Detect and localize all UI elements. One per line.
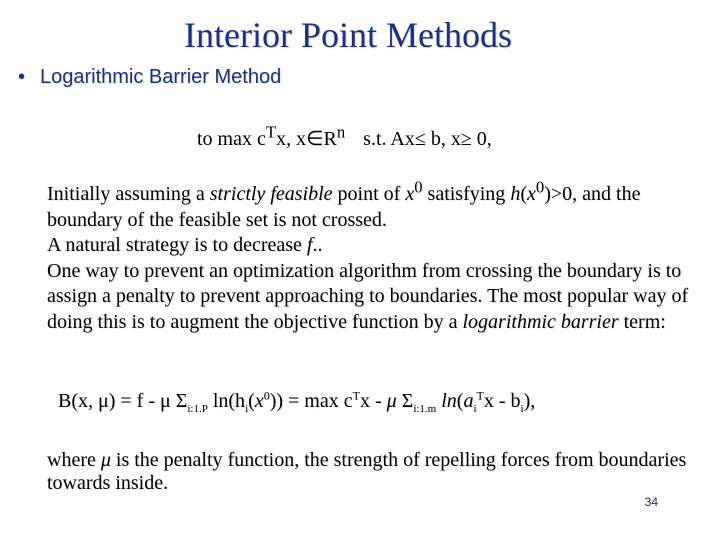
slide-title: Interior Point Methods [184, 15, 512, 55]
problem-domain: x, x∈R [276, 128, 337, 150]
bullet-item [18, 66, 281, 89]
page-number: 34 [644, 495, 658, 509]
bullet-label: Logarithmic Barrier Method [40, 66, 282, 88]
where-explanation: where μ is the penalty function, the strength of repelling forces from boundaries towards inside. [47, 449, 687, 494]
dimension-sup: n [336, 122, 346, 142]
problem-constraints: s.t. Ax≤ b, x≥ 0, [363, 128, 492, 150]
paragraph-strategy: A natural strategy is to decrease f.. [47, 234, 323, 256]
paragraph-initial: Initially assuming a strictly feasible point of $x^0$ satisfying $h(x^0)>0$, and the boundary of the feasible set is not crossed. [47, 177, 641, 231]
problem-statement [197, 122, 492, 151]
bullet-icon: • [18, 66, 26, 88]
barrier-formula: B(x, μ) = f - μ $\Sigma_{i:1.P}$ $\ln(h_i(x^0)) = \max c^Tx - \mu$ $\Sigma_{i:1.m}$ $\ln(a_i^Tx - b_i)$, [58, 388, 536, 415]
paragraph-penalty: One way to prevent an optimization algorithm from crossing the boundary is to assign a penalty to prevent approaching to boundaries. The most popular way of doing this is to augment the objective function by a logarithmic barrier term: [47, 259, 689, 333]
body-text [47, 177, 697, 335]
transpose-sup: T [265, 122, 277, 142]
problem-objective: to max c [197, 128, 266, 150]
